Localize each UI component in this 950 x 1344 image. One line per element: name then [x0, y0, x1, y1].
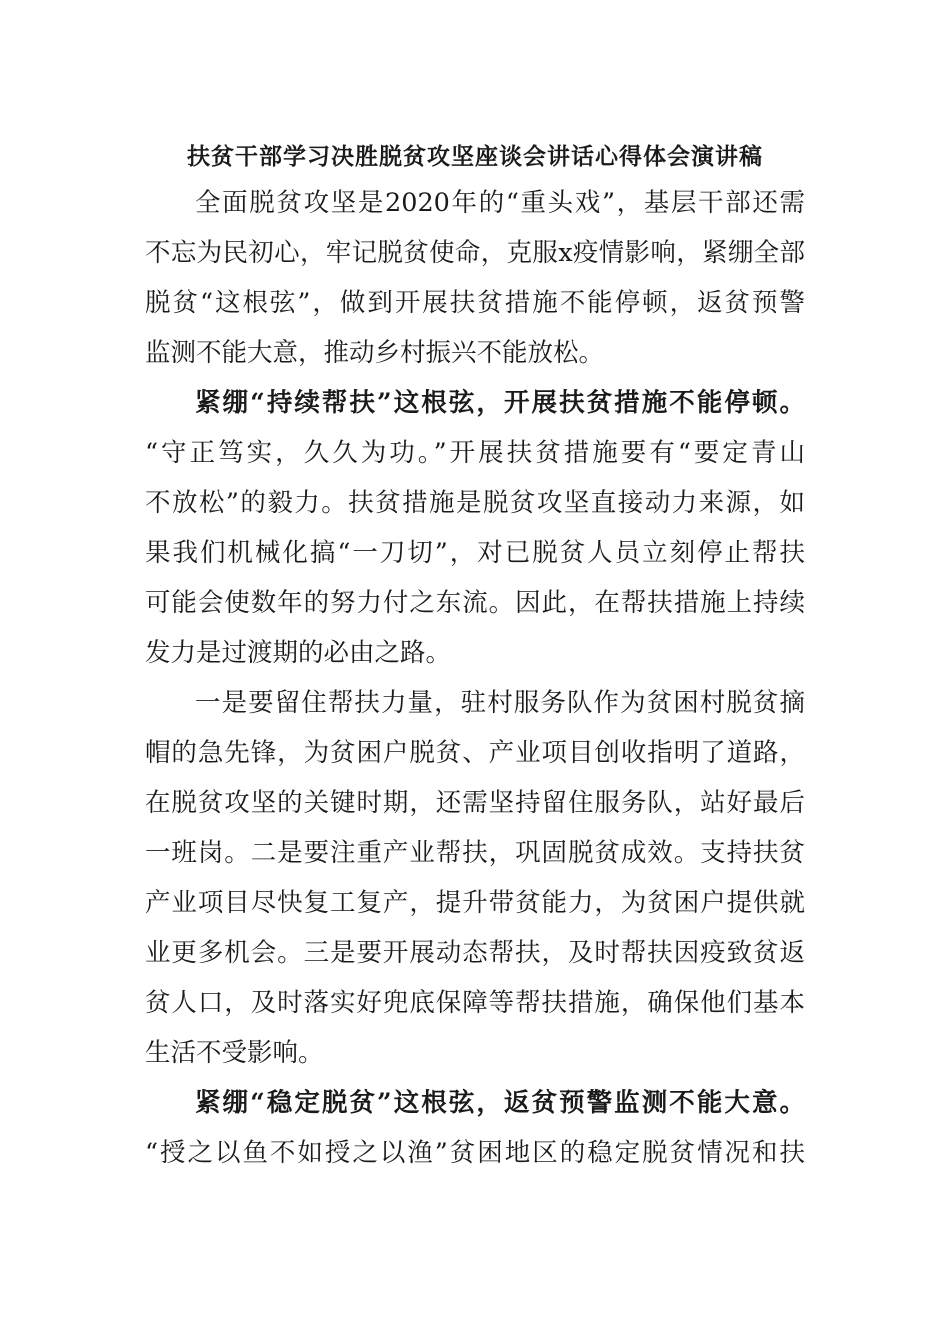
paragraph-line: “守正笃实，久久为功。”开展扶贫措施要有“要定青山 — [145, 438, 805, 468]
paragraph-line: “授之以鱼不如授之以渔”贫困地区的稳定脱贫情况和扶 — [145, 1138, 805, 1168]
paragraph-line: 一班岗。二是要注重产业帮扶，巩固脱贫成效。支持扶贫 — [145, 838, 805, 868]
paragraph-line: 业更多机会。三是要开展动态帮扶，及时帮扶因疫致贫返 — [145, 938, 805, 968]
section-heading: 紧绷“稳定脱贫”这根弦，返贫预警监测不能大意。 — [195, 1088, 805, 1118]
paragraph-line: 不忘为民初心，牢记脱贫使命，克服x疫情影响，紧绷全部 — [145, 238, 805, 268]
document-title: 扶贫干部学习决胜脱贫攻坚座谈会讲话心得体会演讲稿 — [187, 143, 763, 170]
paragraph-line: 在脱贫攻坚的关键时期，还需坚持留住服务队，站好最后 — [145, 788, 805, 818]
paragraph-line: 一是要留住帮扶力量，驻村服务队作为贫困村脱贫摘 — [195, 688, 805, 718]
paragraph-line: 全面脱贫攻坚是2020年的“重头戏”，基层干部还需 — [195, 188, 805, 218]
paragraph-line: 贫人口，及时落实好兜底保障等帮扶措施，确保他们基本 — [145, 988, 805, 1018]
paragraph-line: 监测不能大意，推动乡村振兴不能放松。 — [145, 338, 605, 368]
paragraph-line: 可能会使数年的努力付之东流。因此，在帮扶措施上持续 — [145, 588, 805, 618]
paragraph-line: 果我们机械化搞“一刀切”，对已脱贫人员立刻停止帮扶 — [145, 538, 805, 568]
paragraph-line: 不放松”的毅力。扶贫措施是脱贫攻坚直接动力来源，如 — [145, 488, 805, 518]
paragraph-line: 产业项目尽快复工复产，提升带贫能力，为贫困户提供就 — [145, 888, 805, 918]
section-heading: 紧绷“持续帮扶”这根弦，开展扶贫措施不能停顿。 — [195, 388, 805, 418]
paragraph-line: 脱贫“这根弦”，做到开展扶贫措施不能停顿，返贫预警 — [145, 288, 805, 318]
paragraph-line: 发力是过渡期的必由之路。 — [145, 638, 452, 668]
paragraph-line: 生活不受影响。 — [145, 1038, 324, 1068]
paragraph-line: 帽的急先锋，为贫困户脱贫、产业项目创收指明了道路， — [145, 738, 805, 768]
